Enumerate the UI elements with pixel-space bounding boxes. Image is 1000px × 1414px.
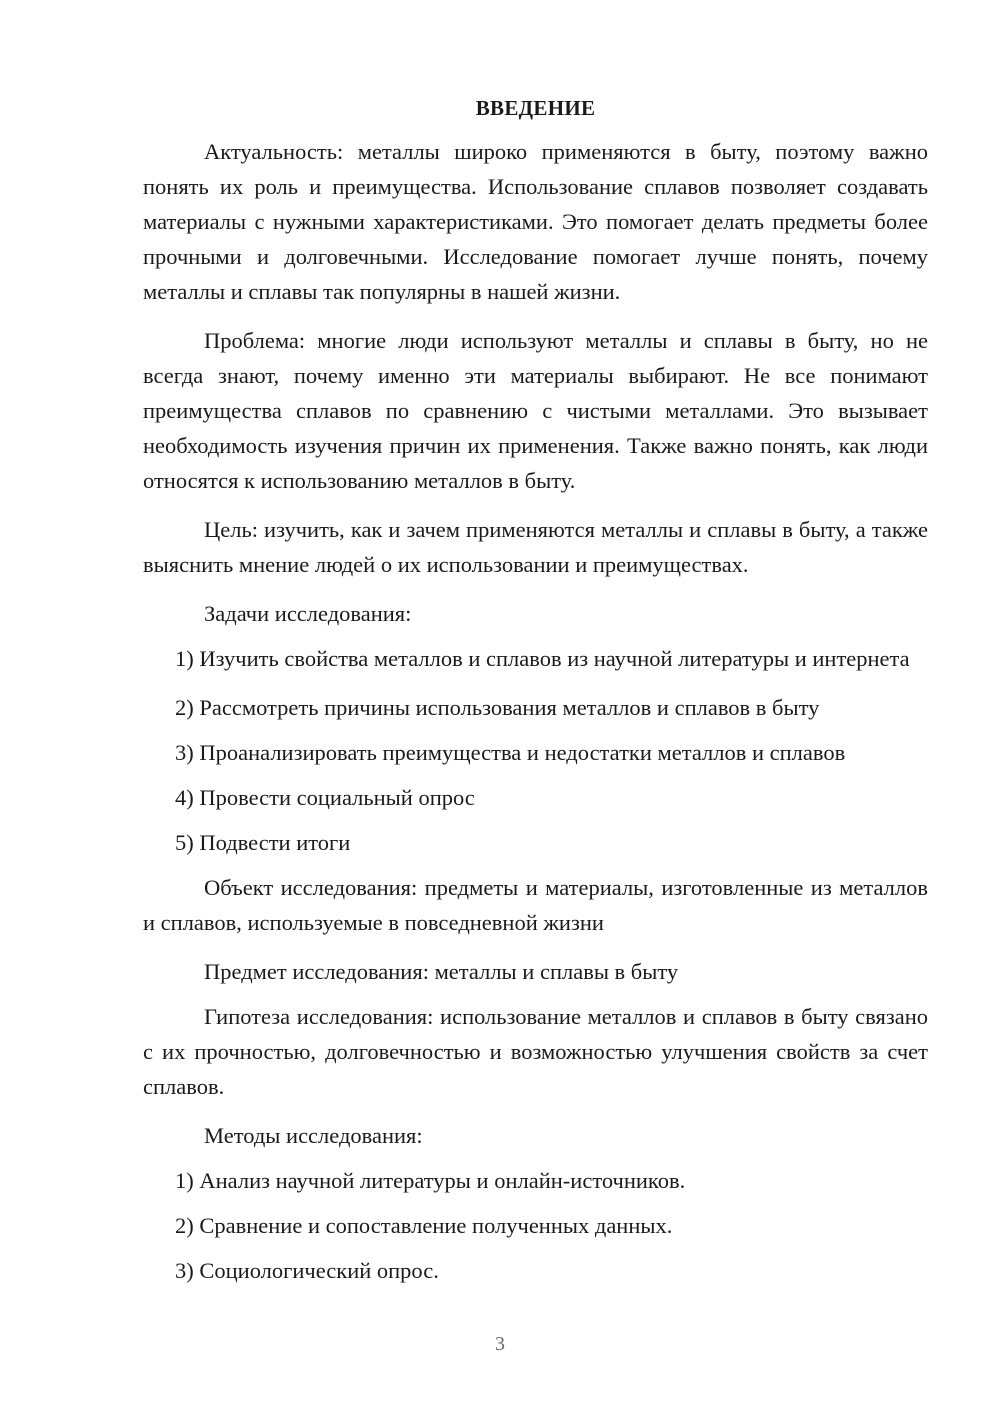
goal-paragraph: Цель: изучить, как и зачем применяются металлы и сплавы в быту, а также выяснить мнение людей о их использовании и преимуществах.: [143, 517, 928, 577]
tasks-heading: Задачи исследования:: [204, 601, 412, 626]
relevance-paragraph: Актуальность: металлы широко применяются в быту, поэтому важно понять их роль и преимущества. Использование сплавов позволяет создавать материалы с нужными характеристиками. Это помогает делать предметы более прочными и долговечными. Исследование помогает лучше понять, почему металлы и сплавы так популярны в нашей жизни.: [143, 139, 928, 304]
document-page: [143, 96, 928, 1298]
task-item-2: 2) Рассмотреть причины использования металлов и сплавов в быту: [175, 695, 820, 720]
hypothesis-paragraph: Гипотеза исследования: использование металлов и сплавов в быту связано с их прочностью, долговечностью и возможностью улучшения свойств за счет сплавов.: [143, 1004, 928, 1099]
page-number: 3: [495, 1333, 505, 1355]
task-item-4: 4) Провести социальный опрос: [175, 785, 475, 810]
problem-paragraph: Проблема: многие люди используют металлы и сплавы в быту, но не всегда знают, почему именно эти материалы выбирают. Не все понимают преимущества сплавов по сравнению с чистыми металлами. Это вызывает необходимость изучения причин их применения. Также важно понять, как люди относятся к использованию металлов в быту.: [143, 328, 928, 493]
method-item-3: 3) Социологический опрос.: [175, 1258, 439, 1283]
task-item-1: 1) Изучить свойства металлов и сплавов из научной литературы и интернета: [175, 646, 910, 671]
method-item-1: 1) Анализ научной литературы и онлайн-источников.: [175, 1168, 686, 1193]
task-item-3: 3) Проанализировать преимущества и недостатки металлов и сплавов: [175, 740, 846, 765]
object-paragraph: Объект исследования: предметы и материалы, изготовленные из металлов и сплавов, используемые в повседневной жизни: [143, 875, 928, 935]
subject-paragraph: Предмет исследования: металлы и сплавы в быту: [204, 959, 679, 984]
task-item-5: 5) Подвести итоги: [175, 830, 351, 855]
section-title: ВВЕДЕНИЕ: [475, 96, 596, 120]
methods-heading: Методы исследования:: [204, 1123, 423, 1148]
method-item-2: 2) Сравнение и сопоставление полученных данных.: [175, 1213, 673, 1238]
